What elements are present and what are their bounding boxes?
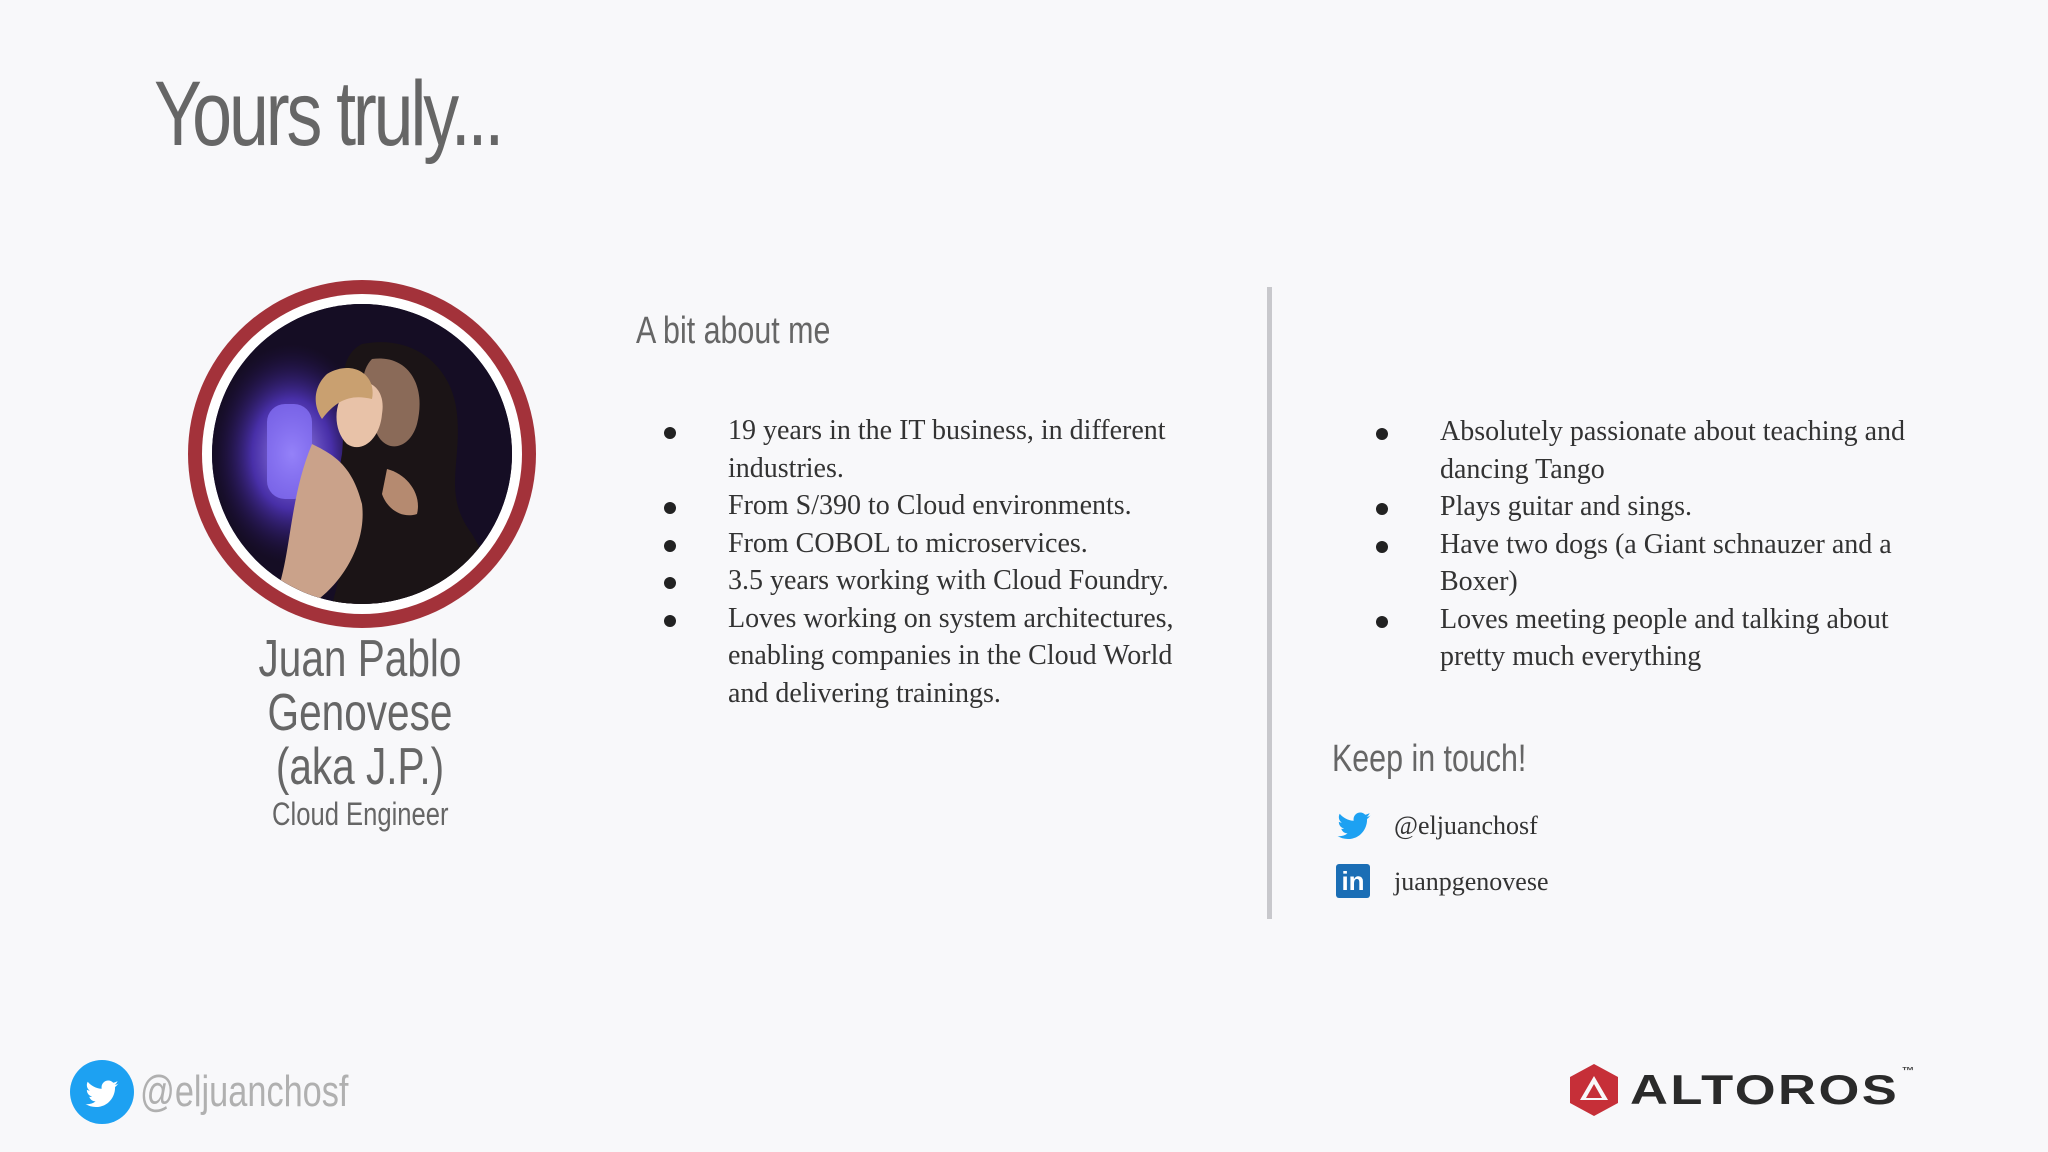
bullet-icon (664, 577, 676, 589)
list-item: Plays guitar and sings. (1348, 488, 1908, 526)
contact-heading: Keep in touch! (1332, 738, 1527, 780)
list-item: Have two dogs (a Giant schnauzer and a Boxer) (1348, 526, 1908, 601)
profile-name-line1: Juan Pablo Genovese (258, 630, 462, 742)
profile-photo-image (212, 304, 512, 604)
list-item: Loves working on system architectures, enabling companies in the Cloud World and delivering trainings. (636, 600, 1216, 713)
profile-photo-frame (188, 280, 536, 628)
footer-twitter-handle[interactable]: @eljuanchosf (140, 1067, 349, 1116)
altoros-logo-icon (1566, 1062, 1622, 1118)
list-item: Absolutely passionate about teaching and dancing Tango (1348, 413, 1908, 488)
profile-role (120, 796, 600, 833)
list-item: Loves meeting people and talking about pretty much everything (1348, 601, 1908, 676)
bullet-icon (664, 540, 676, 552)
bullet-icon (1376, 503, 1388, 515)
twitter-icon (1336, 808, 1372, 844)
bullet-icon (664, 502, 676, 514)
list-item: 19 years in the IT business, in different industries. (636, 412, 1216, 487)
twitter-handle[interactable]: @eljuanchosf (1394, 811, 1538, 840)
altoros-logo-text: ALTOROS ™ (1630, 1066, 1917, 1113)
column-divider (1267, 287, 1272, 919)
about-list-right (1348, 413, 1908, 676)
bullet-icon (1376, 428, 1388, 440)
bullet-icon (664, 427, 676, 439)
profile-name-line2: (aka J.P.) (275, 738, 445, 796)
profile-role-text: Cloud Engineer (271, 796, 449, 832)
bullet-icon (1376, 616, 1388, 628)
profile-photo (212, 304, 512, 604)
about-heading: A bit about me (636, 310, 831, 352)
trademark-mark: ™ (1901, 1066, 1917, 1077)
linkedin-handle[interactable]: juanpgenovese (1394, 867, 1549, 896)
twitter-contact[interactable] (1336, 808, 1538, 844)
bullet-icon (664, 615, 676, 627)
bullet-icon (1376, 541, 1388, 553)
about-list-left (636, 412, 1216, 712)
list-item: 3.5 years working with Cloud Foundry. (636, 562, 1216, 600)
linkedin-icon (1336, 864, 1372, 900)
profile-name (120, 632, 600, 794)
twitter-icon (70, 1060, 134, 1124)
linkedin-glyph: in (1336, 864, 1370, 898)
footer-twitter[interactable] (70, 1060, 407, 1124)
altoros-logo (1566, 1062, 1917, 1118)
slide-title: Yours truly... (154, 63, 502, 165)
list-item: From COBOL to microservices. (636, 525, 1216, 563)
list-item: From S/390 to Cloud environments. (636, 487, 1216, 525)
linkedin-contact[interactable] (1336, 864, 1549, 900)
